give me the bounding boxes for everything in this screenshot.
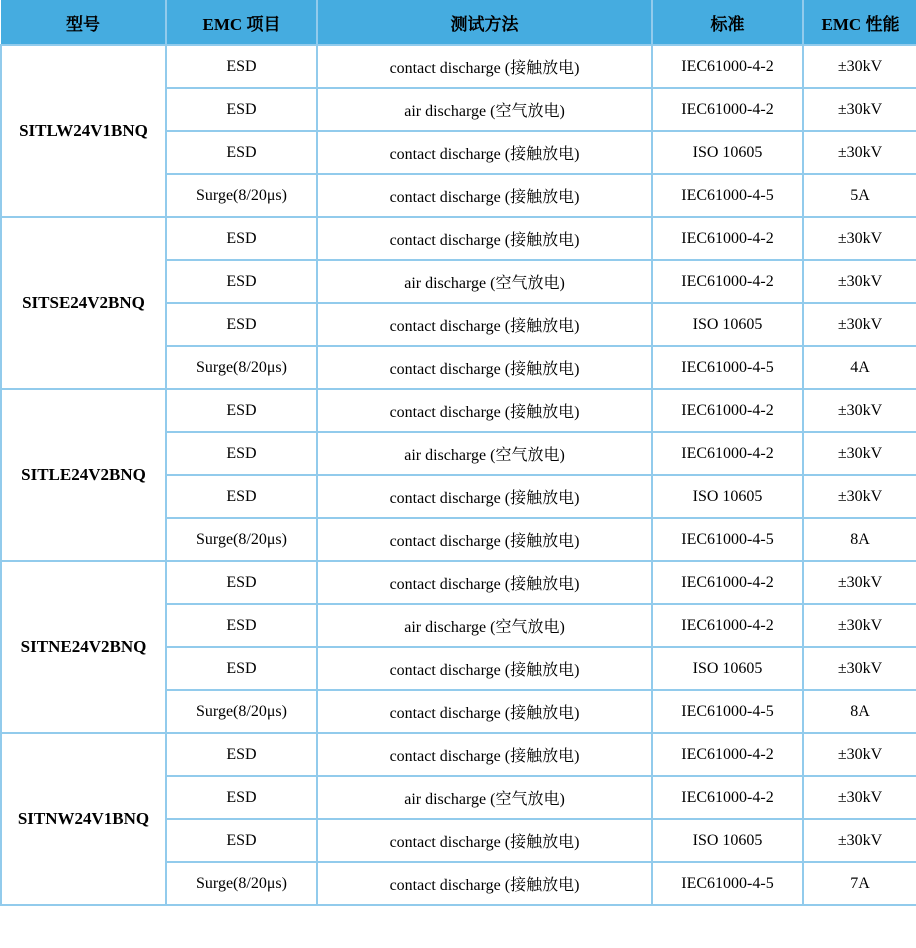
header-test-method: 测试方法 xyxy=(317,0,652,45)
emc-item-cell: ESD xyxy=(166,432,317,475)
emc-performance-cell: 8A xyxy=(803,690,916,733)
test-method-cell: air discharge (空气放电) xyxy=(317,88,652,131)
standard-cell: ISO 10605 xyxy=(652,303,803,346)
test-method-cell: air discharge (空气放电) xyxy=(317,604,652,647)
table-row xyxy=(1,217,916,260)
test-method-cell: contact discharge (接触放电) xyxy=(317,174,652,217)
header-emc-performance: EMC 性能 xyxy=(803,0,916,45)
test-method-cell: contact discharge (接触放电) xyxy=(317,518,652,561)
emc-item-cell: ESD xyxy=(166,260,317,303)
test-method-cell: contact discharge (接触放电) xyxy=(317,346,652,389)
standard-cell: IEC61000-4-2 xyxy=(652,217,803,260)
model-cell: SITLE24V2BNQ xyxy=(1,389,166,561)
emc-performance-cell: ±30kV xyxy=(803,819,916,862)
test-method-cell: contact discharge (接触放电) xyxy=(317,647,652,690)
emc-item-cell: ESD xyxy=(166,647,317,690)
standard-cell: ISO 10605 xyxy=(652,819,803,862)
emc-item-cell: ESD xyxy=(166,303,317,346)
emc-performance-cell: ±30kV xyxy=(803,561,916,604)
test-method-cell: air discharge (空气放电) xyxy=(317,776,652,819)
test-method-cell: contact discharge (接触放电) xyxy=(317,475,652,518)
emc-item-cell: Surge(8/20μs) xyxy=(166,346,317,389)
standard-cell: ISO 10605 xyxy=(652,475,803,518)
emc-performance-cell: ±30kV xyxy=(803,303,916,346)
standard-cell: IEC61000-4-2 xyxy=(652,733,803,776)
standard-cell: ISO 10605 xyxy=(652,131,803,174)
emc-item-cell: ESD xyxy=(166,561,317,604)
emc-item-cell: ESD xyxy=(166,776,317,819)
test-method-cell: contact discharge (接触放电) xyxy=(317,131,652,174)
test-method-cell: contact discharge (接触放电) xyxy=(317,733,652,776)
model-cell: SITLW24V1BNQ xyxy=(1,45,166,217)
emc-item-cell: ESD xyxy=(166,819,317,862)
header-emc-item: EMC 项目 xyxy=(166,0,317,45)
emc-performance-cell: ±30kV xyxy=(803,776,916,819)
model-cell: SITNE24V2BNQ xyxy=(1,561,166,733)
standard-cell: IEC61000-4-5 xyxy=(652,346,803,389)
table-row xyxy=(1,561,916,604)
emc-performance-cell: ±30kV xyxy=(803,733,916,776)
test-method-cell: contact discharge (接触放电) xyxy=(317,862,652,905)
emc-item-cell: Surge(8/20μs) xyxy=(166,862,317,905)
header-model: 型号 xyxy=(1,0,166,45)
emc-item-cell: ESD xyxy=(166,45,317,88)
emc-performance-cell: ±30kV xyxy=(803,604,916,647)
table-row xyxy=(1,45,916,88)
standard-cell: IEC61000-4-5 xyxy=(652,690,803,733)
test-method-cell: contact discharge (接触放电) xyxy=(317,389,652,432)
test-method-cell: contact discharge (接触放电) xyxy=(317,819,652,862)
emc-item-cell: Surge(8/20μs) xyxy=(166,518,317,561)
standard-cell: IEC61000-4-5 xyxy=(652,518,803,561)
table-row xyxy=(1,733,916,776)
emc-performance-cell: 5A xyxy=(803,174,916,217)
standard-cell: IEC61000-4-2 xyxy=(652,561,803,604)
emc-performance-cell: ±30kV xyxy=(803,88,916,131)
test-method-cell: contact discharge (接触放电) xyxy=(317,303,652,346)
emc-performance-cell: 4A xyxy=(803,346,916,389)
standard-cell: IEC61000-4-2 xyxy=(652,260,803,303)
model-cell: SITNW24V1BNQ xyxy=(1,733,166,905)
emc-performance-cell: ±30kV xyxy=(803,45,916,88)
standard-cell: IEC61000-4-5 xyxy=(652,862,803,905)
emc-performance-cell: ±30kV xyxy=(803,260,916,303)
emc-item-cell: ESD xyxy=(166,217,317,260)
header-standard: 标准 xyxy=(652,0,803,45)
emc-item-cell: Surge(8/20μs) xyxy=(166,690,317,733)
test-method-cell: contact discharge (接触放电) xyxy=(317,217,652,260)
emc-performance-cell: ±30kV xyxy=(803,389,916,432)
emc-performance-cell: ±30kV xyxy=(803,475,916,518)
emc-performance-cell: ±30kV xyxy=(803,432,916,475)
test-method-cell: contact discharge (接触放电) xyxy=(317,45,652,88)
standard-cell: IEC61000-4-2 xyxy=(652,45,803,88)
emc-item-cell: ESD xyxy=(166,131,317,174)
standard-cell: IEC61000-4-2 xyxy=(652,389,803,432)
emc-performance-cell: ±30kV xyxy=(803,217,916,260)
standard-cell: IEC61000-4-2 xyxy=(652,88,803,131)
emc-item-cell: ESD xyxy=(166,604,317,647)
emc-item-cell: ESD xyxy=(166,733,317,776)
standard-cell: IEC61000-4-2 xyxy=(652,604,803,647)
emc-item-cell: Surge(8/20μs) xyxy=(166,174,317,217)
emc-performance-cell: ±30kV xyxy=(803,131,916,174)
standard-cell: IEC61000-4-2 xyxy=(652,432,803,475)
standard-cell: IEC61000-4-2 xyxy=(652,776,803,819)
standard-cell: ISO 10605 xyxy=(652,647,803,690)
test-method-cell: contact discharge (接触放电) xyxy=(317,690,652,733)
emc-performance-cell: 8A xyxy=(803,518,916,561)
table-body xyxy=(1,45,916,905)
emc-item-cell: ESD xyxy=(166,475,317,518)
standard-cell: IEC61000-4-5 xyxy=(652,174,803,217)
test-method-cell: air discharge (空气放电) xyxy=(317,260,652,303)
test-method-cell: contact discharge (接触放电) xyxy=(317,561,652,604)
emc-performance-cell: 7A xyxy=(803,862,916,905)
table-row xyxy=(1,389,916,432)
emc-performance-cell: ±30kV xyxy=(803,647,916,690)
test-method-cell: air discharge (空气放电) xyxy=(317,432,652,475)
header-row xyxy=(1,0,916,45)
emc-item-cell: ESD xyxy=(166,88,317,131)
table-header xyxy=(1,0,916,45)
emc-item-cell: ESD xyxy=(166,389,317,432)
model-cell: SITSE24V2BNQ xyxy=(1,217,166,389)
